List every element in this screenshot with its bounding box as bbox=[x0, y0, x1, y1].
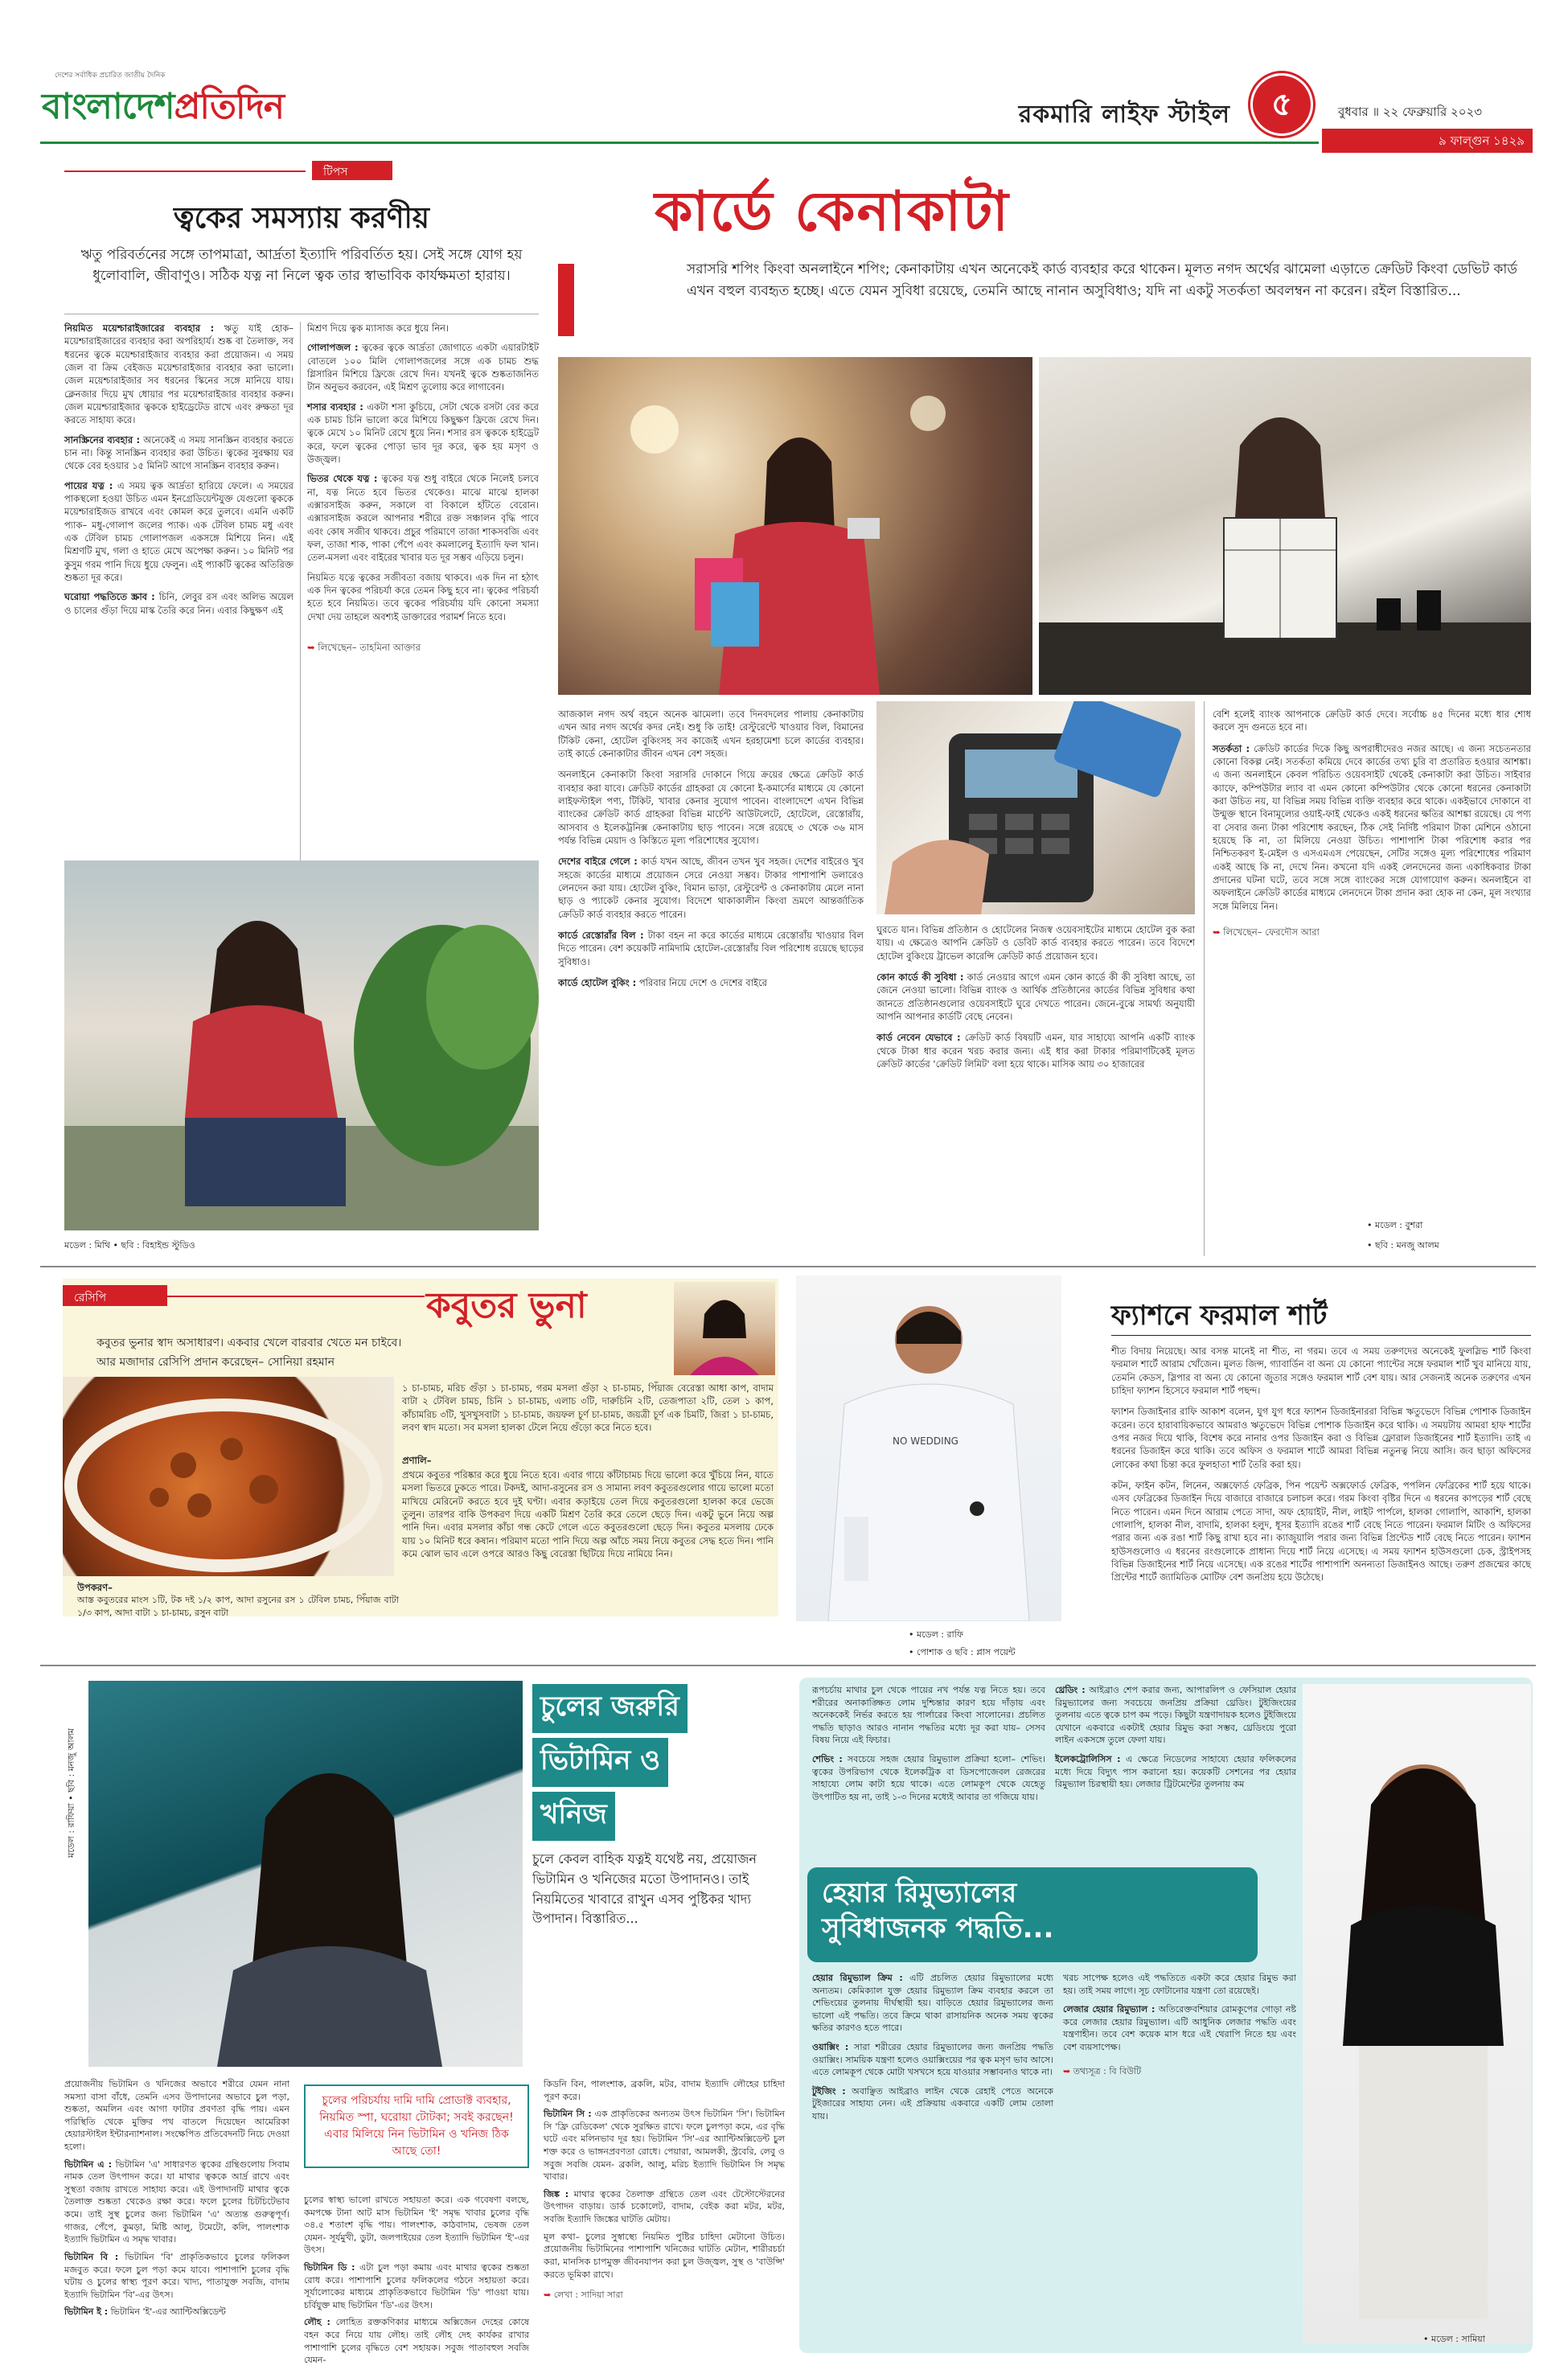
card-subhead: দেশের বাইরে গেলে : bbox=[558, 856, 638, 868]
model-illustration bbox=[64, 860, 539, 1230]
skin-subhead: শসার ব্যবহার : bbox=[307, 400, 363, 413]
hr-para bbox=[812, 2041, 1053, 2079]
woman-illustration bbox=[1303, 1684, 1531, 2343]
pigeon-curry-photo bbox=[63, 1377, 394, 1576]
shirt-para: ফ্যাশন ডিজাইনার রাফি আকাশ বলেন, যুগ যুগ ধরে ফ্যাশন ডিজাইনাররা বিভিন্ন ঋতুভেদে বিভিন্ন পোশাক ডিজাইন করেন। তবে হারাবায়িকভাবে আমরাও ঋতুভেদে বিভিন্ন পোশাক ডিজাইন করে থাকি। এ সময়টায় আমরা হাফ শার্টের ওপর নজর দিয়ে থাকি, বিশেষ করে নানার ওপর ডিজাইন করা ও বিভিন্ন ফ্লোরাল ডিজাইনের শার্ট ইত্যাদি। তাই এ ধরনের ডিজাইন করে থাকি। তবে অফিস ও ফরমাল শার্টে আমরা বিভিন্ন নতুনত্ব নিয়ে আসি। জব ছাড়া অফিসের লোকের কথা চিন্তা করে ফুলহাতা শার্ট তৈরি করা হয়। bbox=[1111, 1406, 1531, 1470]
skin-subhead: পায়ের যত্ন : bbox=[64, 479, 113, 491]
date-line: বুধবার ॥ ২২ ফেব্রুয়ারি ২০২৩ bbox=[1338, 105, 1483, 119]
recipe-method: প্রথমে কবুতর পরিষ্কার করে ধুয়ে নিতে হবে। এবার গায়ে কাঁটাচামচ দিয়ে ভালো করে খুঁচিয়ে নিন, যাতে মসলা ভিতরে ঢুকতে পারে। টকদই, আদা-রসুনের রস ও সামান্য লবণ কবুতরগুলোর গায়ে ভালো মতো মাখিয়ে মেরিনেট করতে হবে দুই ঘণ্টা। এবার কড়াইয়ে তেল দিয়ে কবুতরগুলো হালকা করে ভেজে তুলুন। তারপর বাকি উপকরণ দিয়ে একটি মিশ্রণ তৈরি করে তেলে ছেড়ে দিন। একটু ভুনে নিয়ে অল্প পানি দিন। এবার মসলার কাঁচা গন্ধ কেটে গেলে এতে কবুতরগুলো ছেড়ে দিন। কবুতর মসলায় ঢেকে যায় ১০ মিনিট ধরে কষান। পরিমাণ মতো পানি দিয়ে অল্প আঁচে সময় নিয়ে কবুতর সেদ্ধ হতে দিন। পানি কমে ঝোল ভাব এলে ওপরে আরও কিছু বেরেস্তা ছিটিয়ে দিয়ে নামিয়ে নিন। bbox=[402, 1469, 774, 1559]
recipe-method-head: প্রণালি– bbox=[402, 1455, 432, 1466]
hair-vitamin-pullquote: চুলের পরিচর্যায় দামি দামি প্রোডাক্ট ব্যবহার, নিয়মিত স্পা, ঘরোয়া টোটকা; সবই করছেন! এবার মিলিয়ে নিন ভিটামিন ও খনিজ ঠিক আছে তো! bbox=[304, 2084, 529, 2168]
hr-para bbox=[1055, 1684, 1296, 1747]
section-title: রকমারি লাইফ স্টাইল bbox=[1018, 101, 1230, 129]
shirt-model-credit: • মডেল : রাফি bbox=[909, 1629, 963, 1640]
recipe-intro2: আর মজাদার রেসিপি প্রদান করেছেন– সোনিয়া রহমান bbox=[96, 1356, 335, 1369]
logo-part2: প্রতিদিন bbox=[174, 86, 284, 127]
recipe-ingredients: ১ চা-চামচ, মরিচ গুঁড়া ১ চা-চামচ, গরম মসলা গুঁড়া ২ চা-চামচ, পিঁয়াজ বেরেস্তা আধা কাপ, বাদাম বাটা ২ টেবিল চামচ, চিনি ১ চা-চামচ, এলাচ ৩টি, দারুচিনি ২টি, তেজপাতা ২টি, তেল ১ কাপ, কাঁচামরিচ ৩টি, খুসখুসবাটা ১ চা-চামচ, জয়ফল চূর্ণ চা-চামচ, জয়ত্রী চূর্ণ এক চিমটি, জিরা ১ চা-চামচ, লবণ স্বাদ মতো। সব মসলা হালকা টেলে নিয়ে গুঁড়ো করে নিতে হবে। bbox=[402, 1382, 774, 1433]
card-body: অনলাইনে কেনাকাটা কিংবা সরাসরি দোকানে গিয়ে ক্রয়ের ক্ষেত্রে ক্রেডিট কার্ড ব্যবহার করা যাবে। ক্রেডিট কার্ডের গ্রাহকরা যে কোনো ই-কমার্সের মাধ্যমে যে কোনো লাইফস্টাইল পণ্য, টিকিট, খাবার কেনার সুযোগ পাবেন। বাংলাদেশে এখন বিভিন্ন ব্যাংকের ক্রেডিট কার্ড গ্রাহকরা বিভিন্ন মার্চেন্ট আউটলেটে, হোটেলে, রেস্তোরাঁয়, আসবাব ও ইলেকট্রনিক্স কেনাকাটায় ছাড় পাবেন। সঙ্গে রয়েছে ৩ থেকে ৩৬ মাস পর্যন্ত বিভিন্ন মেয়াদ ও কিস্তিতে মূল্য পরিশোধের সুযোগ। bbox=[558, 769, 864, 846]
hr-para bbox=[812, 1753, 1045, 1803]
logo-tagline: দেশের সর্বাধিক প্রচারিত জাতীয় দৈনিক bbox=[55, 72, 166, 80]
card-byline bbox=[1213, 926, 1531, 939]
hair-title-line: খনিজ bbox=[532, 1792, 615, 1841]
skin-para bbox=[64, 590, 293, 617]
shopping-illustration bbox=[558, 357, 1032, 695]
chef-portrait bbox=[674, 1282, 775, 1375]
hair-removal-photo-caption: • মডেল : সামিয়া bbox=[1423, 2334, 1485, 2344]
skin-photo-caption: মডেল : মিথি • ছবি : বিহাইন্ড স্টুডিও bbox=[64, 1240, 195, 1251]
hair-removal-bottom-col1 bbox=[812, 1972, 1053, 2123]
page-number: ৫ bbox=[1253, 76, 1311, 133]
recipe-tag: রেসিপি bbox=[63, 1285, 167, 1306]
store-illustration bbox=[1039, 357, 1531, 695]
hair-model-photo bbox=[88, 1681, 523, 2067]
skin-para bbox=[307, 341, 539, 393]
hair-vitamin-byline bbox=[544, 2289, 785, 2302]
card-para bbox=[558, 768, 864, 847]
hair-para bbox=[544, 2108, 785, 2183]
card-body: কার্ড নেওয়ার আগে এমন কোন কার্ডে কী কী সুবিধা আছে, তা জেনে নেওয়া ভালো। বিভিন্ন ব্যাংক ও আর্থিক প্রতিষ্ঠানের কার্ডের বিভিন্ন সুবিধার কথা জানতে প্রতিষ্ঠানগুলোর ওয়েবসাইটে ঘুরে দেখতে পারেন। জেনে-বুঝে সামর্থ্য অনুযায়ী আপনি আপনার কার্ডটি বেছে নেবেন। bbox=[876, 971, 1196, 1022]
hair-model-illustration bbox=[88, 1681, 523, 2067]
hr-para bbox=[812, 1972, 1053, 2035]
card-body: বেশি হলেই ব্যাংক আপনাকে ক্রেডিট কার্ড দেবে। সর্বোচ্চ ৪৫ দিনের মধ্যে ধার শোধ করলে সুদ গুনতে হবে না। bbox=[1213, 709, 1531, 733]
hair-para bbox=[64, 2251, 289, 2301]
hair-removal-bottom-col2 bbox=[1063, 1972, 1296, 2077]
section-divider bbox=[40, 1665, 1536, 1666]
hair-body: চুলের স্বাস্থ্য ভালো রাখতে সহায়তা করে। এক গবেষণা বলছে, কমপক্ষে টানা আট মাস ভিটামিন 'ই' সমৃদ্ধ খাবার চুলের বৃদ্ধি ৩৪.৫ শতাংশ বৃদ্ধি পায়। পালংশাক, কাঠবাদাম, ভেষজ তেল যেমন- সূর্যমুখী, ডুটা, জলপাইয়ের তেল ইত্যাদি ভিটামিন 'ই'-এর উৎস। bbox=[304, 2195, 529, 2256]
hair-removal-top-col1 bbox=[812, 1684, 1045, 1803]
skin-subhead: গোলাপজল : bbox=[307, 342, 359, 354]
hr-body: খরচ সাপেক্ষ হলেও এই পদ্ধতিতে একটা করে হেয়ার রিমুভ করা হয়। তাই সময় লাগে। সূচ ফোটানোর যন্ত্রণা তো রয়েছেই। bbox=[1063, 1973, 1296, 1996]
store-photo bbox=[1039, 357, 1531, 695]
skin-body: ঋতু যাই হোক– ময়েশ্চারাইজারের ব্যবহার করা অপরিহার্য। শুষ্ক বা তৈলাক্ত, সব ধরনের ত্বকে ময়েশ্চারাইজার ব্যবহার করা প্রয়োজন। এ সময় জেল বা ক্রিম বেইজড ময়েশ্চারাইজার ব্যবহার করা ভালো। জেল ময়েশ্চারাইজার সব ধরনের স্কিনের সঙ্গে মানিয়ে যায়। ক্লেনজার দিয়ে মুখ ধোয়ার পর ময়েশ্চারাইজার ব্যবহার করুন। জেল ময়েশ্চারাইজার ত্বককে হাইড্রেটেড রাখে এবং রুক্ষতা দূর করতে সাহায্য করে। bbox=[64, 322, 293, 426]
hair-para bbox=[64, 2078, 289, 2154]
hair-para bbox=[64, 2158, 289, 2246]
skin-subhead: নিয়মিত ময়েশ্চারাইজারের ব্যবহার : bbox=[64, 322, 215, 334]
skin-body: নিয়মিত যত্নে ত্বকের সজীবতা বজায় থাকবে। এক দিন না হঠাৎ এক দিন ত্বকের পরিচর্যা করে তেমন কিছু হবে না। ত্বকের পরিচর্যা হতে হবে নিয়মিত। তবে ত্বকের পরিচর্যায় যদি কোনো সমস্যা দেখা দেয় তাহলে অবশ্যই ডাক্তারের পরামর্শ নিতে হবে। bbox=[307, 571, 539, 622]
hair-subhead: ভিটামিন বি : bbox=[64, 2251, 119, 2262]
card-body: পরিবার নিয়ে দেশে ও দেশের বাইরে bbox=[638, 976, 767, 988]
skin-body: অনেকেই এ সময় সানস্ক্রিন ব্যবহার করতে চান না। কিন্তু সানস্ক্রিন ব্যবহার করা উচিত। ত্বকের সুরক্ষায় ঘর থেকে বের হওয়ার ১৫ মিনিট আগে সানস্ক্রিন ব্যবহার করুন। bbox=[64, 433, 293, 472]
logo-wordmark bbox=[42, 80, 347, 138]
hr-title-line: হেয়ার রিমুভ্যালের bbox=[822, 1877, 1017, 1909]
hair-para bbox=[304, 2194, 529, 2257]
card-para bbox=[876, 923, 1195, 963]
section-divider bbox=[40, 1266, 1536, 1267]
card-body: আজকাল নগদ অর্থ বহনে অনেক ঝামেলা। তবে দিনবদলের পালায় কেনাকাটায় এখন আর নগদ অর্থের কদর নেই। শুধু কি তাই! রেস্টুরেন্টে খাওয়ার বিল, বিমানের টিকিট কেনা, হোটেল বুকিংসহ সব কাজেই এখন হরহামেশা চলে কার্ডের ব্যবহার। তাই কার্ডে কেনাকাটার জীবন এখন বেশ সহজ। bbox=[558, 709, 864, 759]
skin-intro: ঋতু পরিবর্তনের সঙ্গে তাপমাত্রা, আর্দ্রতা ইত্যাদি পরিবর্তিত হয়। সেই সঙ্গে যোগ হয় ধুলোবালি, জীবাণুও। সঠিক যত্ন না নিলে ত্বক তার স্বাভাবিক কার্যক্ষমতা হারায়। bbox=[80, 247, 523, 285]
hair-para bbox=[304, 2261, 529, 2311]
hair-body: মাথার ত্বকের তৈলাক্ত গ্রন্থিতে তেল এবং টেস্টোস্টেরনের উৎপাদন বাড়ায়। ডার্ক চকোলেট, বাদাম, বেইক করা মটর, মটর, সবজি ইত্যাদি জিঙ্কের ঘাটতি মেটায়। bbox=[544, 2188, 785, 2225]
card-body: কার্ড যখন আছে, জীবন তখন খুব সহজ। দেশের বাইরেও খুব সহজে কার্ডের মাধ্যমে প্রয়োজন সেরে নেওয়া সম্ভব। টাকার পাশাপাশি ডলারেও লেনদেন করা যায়। হোটেল বুকিং, বিমান ভাড়া, রেস্টুরেন্ট ও কেনাকাটায় মেলে নানা ছাড় ও প্যাকেট কেনার সুযোগ। বিদেশে থাকাকালীন কিংবা ভ্রমণে আন্তর্জাতিক ক্রেডিট কার্ড ব্যবহার করতে পারেন। bbox=[558, 856, 864, 920]
hair-body: লোহিত রক্তকণিকার মাধ্যমে অক্সিজেন দেহের কোষে বহন করে নিয়ে যায় লৌহ। তাই লৌহ দেহ কার্যকর রাখার পাশাপাশি চুলের বৃদ্ধিতে বেশ সহায়ক। সবুজ পাতাবহুল সবজি যেমন- bbox=[304, 2317, 529, 2366]
hr-subhead: ওয়াক্সিং : bbox=[812, 2042, 849, 2053]
formal-shirt-model-photo bbox=[796, 1275, 1061, 1621]
skin-col1 bbox=[64, 322, 293, 617]
card-title: কার্ডে কেনাকাটা bbox=[655, 180, 1010, 244]
hair-subhead: জিঙ্ক : bbox=[544, 2188, 569, 2199]
byline-bullet: ➥ bbox=[1063, 2065, 1071, 2076]
shirt-title-rule bbox=[1111, 1335, 1531, 1336]
shirt-photo-credit: • পোশাক ও ছবি : প্লাস পয়েন্ট bbox=[909, 1647, 1016, 1657]
hr-body: সবচেয়ে সহজ হেয়ার রিমুভ্যাল প্রক্রিয়া হলো– শেভিং। ত্বকের উপরিভাগ থেকে ইলেকট্রিক বা ডিসপোজেবল রেজরের সাহায্যে লোম কাটা হয়ে থাকে। এতে লোমকূপ থেকে যেহেতু উৎপাটিত হয় না, তাই ১-৩ দিনের মধ্যেই আবার তা গজিয়ে যায়। bbox=[812, 1754, 1045, 1802]
skin-body: চিনি, লেবুর রস এবং অলিভ অয়েল ও চালের গুঁড়া দিয়ে মাস্ক তৈরি করে নিন। এবার কিছুক্ষণ এই bbox=[64, 591, 294, 616]
recipe-title: কবুতর ভুনা bbox=[426, 1285, 587, 1326]
byline-text: তথ্যসূত্র : বি বিউটি bbox=[1073, 2065, 1142, 2076]
hair-vitamin-intro: চুলে কেবল বাহিক যত্নই যথেষ্ট নয়, প্রয়োজন ভিটামিন ও খনিজের মতো উপাদানও। তাই নিয়মিতের খাবারে রাখুন এসব পুষ্টিকর খাদ্য উপাদান। বিস্তারিত... bbox=[532, 1851, 757, 1927]
skin-body: ত্বকের যত্ন শুধু বাইরে থেকে নিলেই চলবে না, যত্ন নিতে হবে ভিতর থেকেও। মাঝে মাঝে হালকা এক্সারসাইজ করুন, সকালে বা বিকালে হাঁটতে বেরোন। এক্সারসাইজ করলে আপনার শরীরে রক্ত সঞ্চালন বৃদ্ধি পাবে এবং কোষ সজীব থাকবে। প্রচুর পরিমাণে তাজা শাকসবজি এবং ফল, তাজা শাক, পাকা পেঁপে এবং কমলালেবু ইত্যাদি ফল খান। তেল-মসলা এবং বাইরের খাবার যত দূর সম্ভব এড়িয়ে চলুন। bbox=[307, 473, 540, 564]
hr-subhead: শেভিং : bbox=[812, 1754, 843, 1765]
hair-vitamin-title bbox=[532, 1684, 790, 1841]
hr-para bbox=[1063, 2003, 1296, 2053]
hair-para bbox=[544, 2078, 785, 2103]
card-para bbox=[876, 1031, 1195, 1070]
recipe-ing-first: আস্ত কবুতরের মাংস ১টি, টক দই ১/২ কাপ, আদা রসুনের রস ১ টেবিল চামচ, পিঁয়াজ বাটা ১/৩ কাপ, আদা বাটা ১ চা-চামচ, রসুন বাটা bbox=[77, 1595, 399, 1618]
hair-body: কিডনি বিন, পালংশাক, ব্রকলি, মটর, বাদাম ইত্যাদি লৌহের চাহিদা পূরণ করে। bbox=[544, 2079, 785, 2102]
hair-subhead: ভিটামিন এ : bbox=[64, 2158, 113, 2170]
skin-para bbox=[307, 472, 539, 564]
hair-para bbox=[544, 2188, 785, 2226]
hair-removal-title bbox=[807, 1867, 1258, 1962]
hair-title-line: ভিটামিন ও bbox=[532, 1738, 668, 1787]
food-illustration bbox=[63, 1377, 394, 1576]
hr-para bbox=[812, 2085, 1053, 2123]
recipe-ing-head: উপকরণ– bbox=[77, 1582, 113, 1593]
hair-body: ভিটামিন 'এ' সাধারণত ত্বকের গ্রন্থিগুলোয় সিবাম নামক তেল উৎপাদন করে। যা মাথার ত্বককে আর্দ্র রাখে এবং সুস্থতা বজায় রাখতে সাহায্য করে। এই উপাদানটি মাথার ত্বকে তৈলাক্ত শুষ্কতা থেকেও রক্ষা করে। ফলে চুলের চিটচিটেভাব কমে। তাই সুস্থ চুলের জন্য ভিটামিন 'এ' অত্যন্ত গুরুত্বপূর্ণ। গাজর, পেঁপে, কুমড়া, মিষ্টি আলু, টমেটো, কলি, পালংশাক ইত্যাদি ভিটামিন এ সমৃদ্ধ খাবার। bbox=[64, 2158, 289, 2245]
shirt-title: ফ্যাশনে ফরমাল শার্ট bbox=[1111, 1300, 1328, 1332]
byline-text: লিখেছেন– তাহমিনা আক্তার bbox=[318, 641, 421, 653]
hr-subhead: হেয়ার রিমুভ্যাল ক্রিম : bbox=[812, 1973, 903, 1983]
hr-title-line: সুবিধাজনক পদ্ধতি... bbox=[822, 1912, 1054, 1945]
card-subhead: কোন কার্ডে কী সুবিধা : bbox=[876, 971, 964, 983]
skin-subhead: ঘরোয়া পদ্ধতিতে স্ক্রাব : bbox=[64, 591, 155, 603]
skin-title: ত্বকের সমস্যায় করণীয় bbox=[173, 202, 430, 235]
card-col1 bbox=[558, 708, 864, 989]
skin-title-rule bbox=[64, 170, 539, 172]
shirt-body bbox=[1111, 1345, 1531, 1584]
card-intro-bar bbox=[558, 264, 574, 336]
hair-body: মূল কথা– চুলের সুস্বাস্থ্যে নিয়মিত পুষ্টির চাহিদা মেটানো উচিত। প্রয়োজনীয় ভিটামিনের পাশাপাশি খনিজের ঘাটতি মেটান, শারীরচর্চা করা, মানসিক চাপমুক্ত জীবনযাপন করা চুল উজ্জ্বল, সুস্থ ও 'বাউন্সি' করতে ভূমিকা রাখে। bbox=[544, 2231, 785, 2280]
card-para bbox=[558, 929, 864, 968]
pos-illustration bbox=[876, 701, 1195, 914]
hair-para bbox=[544, 2231, 785, 2281]
card-para bbox=[1213, 708, 1531, 734]
newspaper-logo[interactable] bbox=[42, 69, 347, 142]
hair-body: ভিটামিন 'ই'-এর অ্যান্টিঅক্সিডেন্ট bbox=[110, 2306, 226, 2318]
skin-para bbox=[307, 571, 539, 623]
logo-part1: বাংলাদেশ bbox=[42, 86, 174, 127]
byline-text: লিখেছেন– ফেরদৌস আরা bbox=[1223, 926, 1320, 938]
skin-subhead: সানস্ক্রিনের ব্যবহার : bbox=[64, 433, 141, 446]
masthead-rule bbox=[40, 142, 1319, 144]
shopping-photo bbox=[558, 357, 1032, 695]
column-divider bbox=[1204, 701, 1205, 1256]
card-subhead: কার্ডে হোটেল বুকিং : bbox=[558, 976, 637, 988]
byline-bullet: ➥ bbox=[1213, 926, 1221, 938]
hair-vitamin-col1 bbox=[64, 2078, 289, 2319]
hair-subhead: ভিটামিন সি : bbox=[544, 2109, 592, 2120]
card-para bbox=[558, 976, 864, 989]
skin-para bbox=[64, 322, 293, 427]
card-subhead: সতর্কতা : bbox=[1213, 742, 1250, 754]
byline-text: লেখা : সাদিয়া সারা bbox=[553, 2290, 623, 2301]
recipe-intro1: কবুতর ভুনার স্বাদ অসাধারণ। একবার খেলে বারবার খেতে মন চাইবে। bbox=[96, 1337, 402, 1349]
card-body: ক্রেডিট কার্ডের দিকে কিছু অপরাধীদেরও নজর আছে। এ জন্য সচেতনতার কোনো বিকল্প নেই। সতর্কতা কমিয়ে দেবে কার্ডের তথ্য চুরি বা প্রতারিত হওয়ার আশঙ্কা। এ জন্য অনলাইনে কেবল পরিচিত ওয়েবসাইট থেকেই কেনাকাটা করা উচিত। সাইবার ক্যাফে, কম্পিউটার ল্যাব বা এমন কোনো কম্পিউটার থেকে কোনো ধরনের কেনাকাটা করা উচিত নয়, যা বিভিন্ন সময় বিভিন্ন ব্যক্তি ব্যবহার করে থাকে। একইভাবে দোকানে বা উন্মুক্ত স্থানে বিনামূল্যের ওয়াই-ফাই থেকেও একই ধরনের ক্ষতির আশঙ্কা রয়েছে। যে পণ্য বা সেবার জন্য টাকা পরিশোধ করছেন, ঠিক সেই নির্দিষ্ট পরিমাণ টাকা মেশিনে ওঠানো হয়েছে কি না, তা মিলিয়ে নেওয়া উচিত। পাশাপাশি টাকা পরিশোধ করার পর নিশ্চিতকরণ ই-মেইল ও এসএমএস পেয়েছেন, সেটির সঙ্গেও মূল্য পরিশোধের পরিমাণ একই আছে কি না, দেখে নিন। কখনো যদি একই লেনদেনের জন্য একাধিকবার টাকা প্রদানের ঘটনা ঘটে, তবে সঙ্গে সঙ্গে ব্যাংকের সঙ্গে যোগাযোগ করুন। অনলাইনে বা অফলাইনে ক্রেডিট কার্ডের মাধ্যমে লেনদেনে টাকা প্রদান করা হোক না কেন, মূল সংখ্যার সঙ্গে মিলিয়ে নিন। bbox=[1213, 742, 1532, 912]
hr-body: অতিরেক্তবশিয়ার রোমকূপের গোড়া নষ্ট করে লেজার হেয়ার রিমুভ্যাল। এটি আধুনিক লেজার পদ্ধতি এবং যন্ত্রণাহীন। তবে বেশ কয়েক মাস ধরে এই থেরাপি নিতে হয় এবং বেশ ব্যয়সাপেক্ষ। bbox=[1063, 2004, 1296, 2053]
hair-removal-byline bbox=[1063, 2065, 1296, 2078]
skin-body: ত্বকের ত্বকে আর্দ্রতা জোগাতে একটা এয়ারটাইট বোতলে ১০০ মিলি গোলাপজলের সঙ্গে এক চামচ শুদ্ধ গ্লিসারিন মিশিয়ে ফ্রিজে রেখে দিন। যখনই ত্বকে শুষ্কতাজনিত টান অনুভব করবেন, এই মিশ্রণ তুলোয় করে লাগাবেন। bbox=[307, 342, 540, 393]
shirt-para: কটন, ফাইন কটন, লিনেন, অক্সফোর্ড ফেব্রিক, পিন পয়েন্ট অক্সফোর্ড ফেব্রিক, পপলিন ফেব্রিকের শার্ট হয়ে থাকে। এসব ফেব্রিকের ডিজাইন দিয়ে বাজারে বাজারে চলাচল করে। গরম কিংবা বৃষ্টির দিনে এ ধরনের কাপড়ের শার্ট বেছে নিতে পারেন। এমন দিনে আরাম পেতে সাদা, অফ হোয়াইট, নীল, লাইট পার্পলে, হালকা গোলাপি, আকাশি, হালকা গোলাপি, হালকা নীল, বাদামি, হালকা হলুদ, ধূসর ইত্যাদি রঙের শার্ট বেছে নিতে পারেন। ফরমাল মিটিং ও অফিসের পরার জন্য এক রঙা শার্ট কিছু রাখা হবে না। ক্যাজুয়ালি পরার জন্য বিভিন্ন প্রিন্টেড শার্ট বেছে নিতে পারেন। ফ্যাশন হাউসগুলোও এ ধরনের রংগুলোকে প্রাধান্য দিয়ে শার্ট নিয়ে এসেছে। এ সময় ফ্যাশন হাউসগুলো চেক, স্ট্রাইপসহ বিভিন্ন ডিজাইনের শার্ট নিয়ে এসেছে। এক রঙের শার্টের পাশাপাশি অনন্যতা ডিজাইনও আছে। তরুণ প্রজন্মের কাছে প্রিন্টের শার্টে জ্যামিতিক মোটিফ বেশ জনপ্রিয় হয়ে উঠেছে। bbox=[1111, 1479, 1531, 1583]
card-body: ঘুরতে যান। বিভিন্ন প্রতিষ্ঠান ও হোটেলের নিজস্ব ওয়েবসাইটের মাধ্যমে হোটেল বুক করা যায়। এ ক্ষেত্রেও আপনি ক্রেডিট ও ডেবিট কার্ড ব্যবহার করতে পারেন। তবে বিদেশে হোটেল বুকিংয়ে ট্রাভেল কারেন্সি ক্রেডিট কার্ড প্রয়োজন হবে। bbox=[876, 924, 1195, 962]
skin-subhead: ভিতর থেকে যত্ন : bbox=[307, 473, 378, 485]
card-col2 bbox=[876, 923, 1195, 1070]
skin-para bbox=[307, 400, 539, 466]
hair-photo-side-caption: মডেল : রাফিয়া • ছবি : মনজু আলম bbox=[66, 1728, 76, 1858]
hr-body: এ ক্ষেত্রে নিডেলের সাহায্যে হেয়ার ফলিকলের মধ্যে দিয়ে বিদ্যুৎ পাস করানো হয়। কয়েকটি সেশনের পর হেয়ার রিমুভ্যাল চিরস্থায়ী হয়। লেজার ট্রিটমেন্টের তুলনায় কম bbox=[1055, 1754, 1296, 1790]
hair-para bbox=[64, 2306, 289, 2319]
recipe-tag-rule bbox=[167, 1296, 425, 1297]
hr-body: রূপচর্চায় মাথার চুল থেকে পায়ের নখ পর্যন্ত যত্ন নিতে হয়। তবে শরীরের অনাকাঙ্ক্ষিত লোম দুশ্চিন্তার কারণ হয়ে দাঁড়ায় এবং অনেককেই নির্ভর করতে হয় পার্লারের কিংবা সালোনের। প্রচলিত পদ্ধতি ছাড়াও আরও নানান পদ্ধতির মধ্যে দূর করা যায়– সেসব বিষয় নিয়ে এই ফিচার। bbox=[812, 1685, 1045, 1746]
card-body: ক্রেডিট কার্ড বিষয়টি এমন, যার সাহায্যে আপনি একটি ব্যাংক থেকে টাকা ধার করেন খরচ করার জন্য। এই ধার করা টাকার পরিমাণটিকেই মূলত ক্রেডিট কার্ডের 'ক্রেডিট লিমিট' বলা হয়ে থাকে। মাসিক আয় ৩০ হাজারের bbox=[876, 1032, 1196, 1070]
skin-body: মিশ্রণ দিয়ে ত্বক ম্যাসাজ করে ধুয়ে নিন। bbox=[307, 322, 449, 334]
card-intro-block bbox=[558, 259, 1531, 347]
card-intro: সরাসরি শপিং কিংবা অনলাইনে শপিং; কেনাকাটায় এখন অনেকেই কার্ড ব্যবহার করে থাকেন। মূলত নগদ অর্থের ঝামেলা এড়াতে ক্রেডিট কিংবা ডেভিট কার্ড এখন বহুল ব্যবহৃত হচ্ছে। এতে যেমন সুবিধা রয়েছে, তেমনি আছে নানান অসুবিধাও; যদি না একটু সতর্কতা অবলম্বন না করেন। রইল বিস্তারিত... bbox=[687, 261, 1517, 300]
card-para bbox=[558, 708, 864, 760]
hair-body: এটা চুল পড়া কমায় এবং মাথার ত্বকের শুষ্কতা রোধ করে। পাশাপাশি চুলের ফলিকলের গঠনে সহায়তা করে। সূর্যালোকের মাধ্যমে প্রাকৃতিকভাবে ভিটামিন 'ডি' পাওয়া যায়। চর্বিযুক্ত মাছ ভিটামিন 'ডি'-এর উৎস। bbox=[304, 2262, 529, 2310]
hair-body: এক প্রাকৃতিকের অন্যতম উৎস ভিটামিন 'সি'। ভিটামিন সি 'ফ্রি রেডিকেল' থেকে সুরক্ষিত রাখে। ফলে চুলপড়া কমে, এর বৃদ্ধি ঘটে এবং মলিনভাব দূর হয়। ভিটামিন 'সি'-এর অ্যান্টিঅক্সিডেন্ট চুল শক্ত করে ও ভাঙ্গনপ্রবণতা রোধে। পেয়ারা, আমলকী, স্ট্রবেরি, লেবু ও সবুজ সবজি যেমন- ব্রকলি, আলু, মরিচ ইত্যাদি ভিটামিন সি সমৃদ্ধ খাবার। bbox=[544, 2109, 785, 2183]
hair-removal-model-photo bbox=[1303, 1684, 1531, 2343]
hair-body: ভিটামিন 'বি' প্রাকৃতিকভাবে চুলের ফলিকল মজবুত করে। ফলে চুল পড়া কমে যাবে। পাশাপাশি চুলের বৃদ্ধি ঘটায় ও চুলের স্বাস্থ্য পূরণ করে। খাদ্য, পাতাযুক্ত সবজি, বাদাম ইত্যাদি ভিটামিন 'বি'-এর উৎস। bbox=[64, 2251, 289, 2300]
hair-subhead: লৌহ : bbox=[304, 2317, 330, 2328]
byline-bullet: ➥ bbox=[544, 2290, 552, 2301]
card-col3 bbox=[1213, 708, 1531, 939]
hr-body: সারা শরীরের হেয়ার রিমুভ্যালের জন্য জনপ্রিয় পদ্ধতি ওয়াক্সিং। সাময়িক যন্ত্রণা হলেও ওয়াক্সিংয়ের পর ত্বক মসৃণ ভাব আসে। এতে লোমকূপ থেকে মোটা খসখসে হয়ে যাওয়ার সম্ভাবনাও থাকে না। bbox=[812, 2042, 1053, 2078]
hair-title-line: চুলের জরুরি bbox=[532, 1684, 688, 1733]
hr-para bbox=[1063, 1972, 1296, 1997]
hr-subhead: লেজার হেয়ার রিমুভ্যাল : bbox=[1063, 2004, 1155, 2015]
hr-body: এটি প্রচলিত হেয়ার রিমুভ্যালের মধ্যে অন্যতম। কেমিক্যাল যুক্ত হেয়ার রিমুভ্যাল ক্রিম ব্যবহার করলে তা শেভিংয়ের তুলনায় দীর্ঘস্থায়ী হয়। বাড়িতে হেয়ার রিমুভ্যালের জন্য ভালো এই পদ্ধতি। তবে ক্রিমে থাকা রাসায়নিক অনেক সময় ত্বকের ক্ষতির কারণও হতে পারে। bbox=[812, 1973, 1053, 2034]
hr-body: অবাঞ্ছিত আইব্রাও লাইন থেকে রেহাই পেতে অনেকে টুইজারের সাহায্য নেন। এই প্রক্রিয়ায় একবারে একটি লোম তোলা যায়। bbox=[812, 2085, 1053, 2122]
skin-byline bbox=[307, 641, 539, 654]
card-model-credit: • মডেল : বুশরা bbox=[1367, 1220, 1423, 1230]
hair-para bbox=[304, 2316, 529, 2366]
skin-body: একটা শসা কুচিয়ে, সেটা থেকে রসটা বের করে এক চামচ চিনি ভালো করে মিশিয়ে কিছুক্ষণ ফ্রিজে রেখে দিন। ত্বকে মেখে ১০ মিনিট রেখে ধুয়ে নিন। শসার রস ত্বককে হাইড্রেট করে, ফলে ত্বকের পোড়া ভাব দূর করে, ত্বক হয় মসৃণ ও উজ্জ্বল। bbox=[307, 400, 539, 465]
chef-illustration bbox=[674, 1282, 775, 1375]
card-terminal-photo bbox=[876, 701, 1195, 914]
hair-subhead: ভিটামিন ই : bbox=[64, 2306, 109, 2318]
card-para bbox=[558, 855, 864, 921]
man-illustration bbox=[796, 1275, 1061, 1621]
tips-tag: টিপস bbox=[312, 161, 392, 180]
card-subhead: কার্ডে রেস্তোরাঁর বিল : bbox=[558, 929, 644, 941]
skin-para bbox=[64, 433, 293, 473]
hr-para bbox=[1055, 1753, 1296, 1791]
card-para bbox=[1213, 742, 1531, 913]
hair-body: প্রয়োজনীয় ভিটামিন ও খনিজের অভাবে শরীরে যেমন নানা সমস্যা বাসা বাঁধে, তেমনি এসব উপাদানের অভাবে চুল পড়া, শুষ্কতা, অমলিন এবং আগা ফাটার প্রবণতা বৃদ্ধি পায়। এমন পরিস্থিতি থেকে মুক্তির পথ বাতলে দিয়েছেন আমেরিকা হেয়ারস্টাইল ইন্টারন্যাশনাল। সংক্ষেপিত প্রতিবেদনটি নিচে দেওয়া হলো। bbox=[64, 2079, 289, 2153]
card-photo-credit: • ছবি : মনজু আলম bbox=[1367, 1240, 1439, 1251]
model-photo-mithi bbox=[64, 860, 539, 1230]
hair-vitamin-col3 bbox=[544, 2078, 785, 2302]
card-subhead: কার্ড নেবেন যেভাবে : bbox=[876, 1032, 961, 1044]
hr-subhead: থ্রেডিং : bbox=[1055, 1685, 1086, 1695]
hair-removal-top-col2 bbox=[1055, 1684, 1296, 1791]
shirt-para: শীত বিদায় নিয়েছে। আর বসন্ত মানেই না শীত, না গরম। তবে এ সময় তরুণদের অনেকেই ফুলস্লিভ শার্ট কিংবা ফরমাল শার্টে আরাম খোঁজেন। মূলত জিন্স, গ্যাবার্ডিন বা অন্য যে কোনো প্যান্টের সঙ্গে ফরমাল শার্ট খুব মানিয়ে যায়, তেমনি কেডস, স্লিপার বা অন্য যে কোনো জুতার সঙ্গেও ফরমাল শার্ট বেশ যায়। আর সেজন্যই অনেক তরুণের এখন চাহিদা ফ্যাশন হিসেবে ফরমাল শার্ট পছন্দ। bbox=[1111, 1345, 1531, 1396]
column-divider bbox=[300, 322, 301, 941]
skin-body: এ সময় ত্বক আর্দ্রতা হারিয়ে ফেলে। এ সময়ের পাকস্থলো হওয়া উচিত এমন ইনগ্রেডিয়েন্টযুক্ত যেগুলো ত্বককে ময়েশ্চারাইজড রাখবে এবং কোমল করে তুলবে। এমনি একটি প্যাক– মধু-গোলাপ জলের প্যাক। এক টেবিল চামচ মধু এবং এক টেবিল চামচ গোলাপজল একসঙ্গে মিশিয়ে নিন। এই মিশ্রণটি মুখ, গলা ও হাতে মেখে অপেক্ষা করুন। ১০ মিনিট পর কুসুম গরম পানি দিয়ে ধুয়ে ফেলুন। এই প্যাকটি ত্বকের অতিরিক্ত শুষ্কতা দূর করে। bbox=[64, 479, 294, 583]
hr-para bbox=[812, 1684, 1045, 1747]
bangla-date-line: ৯ ফাল্গুন ১৪২৯ bbox=[1322, 129, 1533, 153]
card-body: টাকা বহন না করে কার্ডের মাধ্যমে রেস্তোরাঁয় খাওয়ার বিল দিতে পারেন। বেশ কয়েকটি নামিদামি হোটেল-রেস্তোরাঁয় বিল পরিশোধ রয়েছে ছাড়ের সুবিধাও। bbox=[558, 929, 864, 967]
shirt-print: NO WEDDING bbox=[893, 1435, 958, 1447]
hair-vitamin-col2 bbox=[304, 2194, 529, 2367]
hr-subhead: ইলেকট্রোলিসিস : bbox=[1055, 1754, 1121, 1765]
skin-para bbox=[64, 479, 293, 585]
byline-bullet: ➥ bbox=[307, 641, 315, 653]
hr-subhead: টুইজিং : bbox=[812, 2085, 846, 2097]
hr-body: আইব্রাও শেপ করার জন্য, আপারলিপ ও ফেসিয়াল হেয়ার রিমুভ্যালের জন্য সবচেয়ে জনপ্রিয় প্রক্রিয়া থ্রেডিং। টুইজিংয়ের তুলনায় এতে ত্বকে চাপ কম পড়ে। কিছুটা যন্ত্রণাদায়ক হলেও টুইজিংয়ে যেখানে একবারে একটাই হেয়ার রিমুভ করা সম্ভব, থ্রেডিংয়ে পুরো লাইন একসঙ্গে তুলে ফেলা যায়। bbox=[1055, 1685, 1296, 1746]
hair-subhead: ভিটামিন ডি : bbox=[304, 2262, 355, 2273]
skin-col2 bbox=[307, 322, 539, 654]
skin-para bbox=[307, 322, 539, 335]
card-para bbox=[876, 971, 1195, 1023]
